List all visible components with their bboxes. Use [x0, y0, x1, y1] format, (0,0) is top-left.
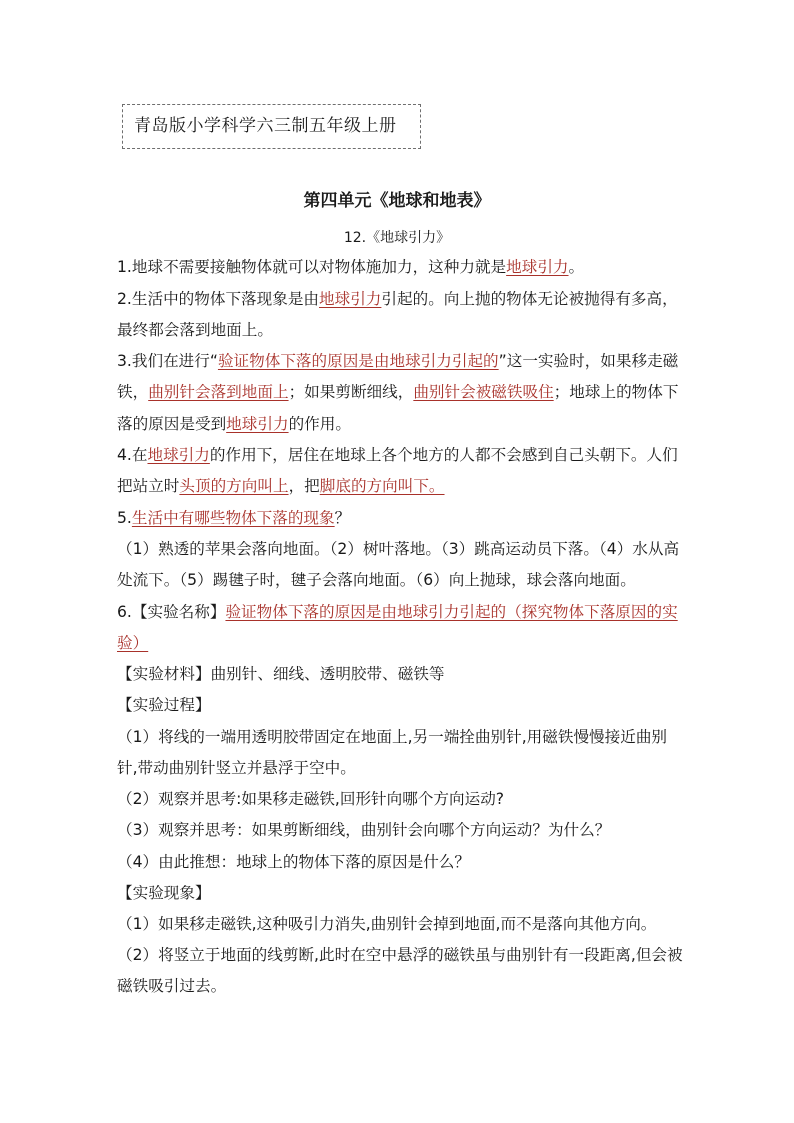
q5-end: ？ — [334, 509, 351, 527]
process-step-2: （2）观察并思考:如果移走磁铁,回形针向哪个方向运动? — [117, 790, 505, 808]
unit-title: 第四单元《地球和地表》 — [303, 191, 491, 211]
q3-answer-1: 验证物体下落的原因是由地球引力引起的 — [217, 352, 499, 370]
q3-text: 3.我们在进行“ — [117, 352, 218, 370]
question-4 — [117, 440, 683, 503]
q3-text-3: ；如果剪断细线， — [288, 383, 414, 402]
q4-text-3: ，把 — [288, 477, 320, 496]
q2-end: 引起的。向上抛的物体无论被抛得有多高，最终都会落到地面上。 — [117, 290, 678, 340]
q6-label: 6.【实验名称】 — [117, 603, 226, 621]
question-5-answer: （1）熟透的苹果会落向地面。（2）树叶落地。（3）跳高运动员下落。（4）水从高处流下。（5）踢毽子时，毽子会落向地面。（6）向上抛球，球会落向地面。 — [117, 540, 680, 590]
question-2 — [117, 284, 683, 347]
phenomenon-1: （1）如果移走磁铁,这种吸引力消失,曲别针会掉到地面,而不是落向其他方向。 — [117, 915, 657, 933]
lesson-title: 12.《地球引力》 — [343, 230, 451, 246]
q1-answer: 地球引力 — [506, 258, 569, 276]
q4-text: 4.在 — [117, 446, 148, 464]
question-5 — [117, 503, 683, 534]
q3-end: 的作用。 — [288, 414, 351, 433]
q5-number: 5. — [117, 509, 132, 527]
q3-answer-4: 地球引力 — [226, 414, 289, 433]
q4-text-2: 的作用下，居住在地球上各个地方的人都不会感到自己头朝下。人们把站立时 — [117, 446, 678, 496]
process-step-1: （1）将线的一端用透明胶带固定在地面上,另一端拴曲别针,用磁铁慢慢接近曲别针,带动曲别针竖立并悬浮于空中。 — [117, 728, 668, 778]
q2-answer: 地球引力 — [319, 290, 382, 308]
q3-text-2: ”这一实验时，如果移走磁铁， — [117, 352, 679, 402]
experiment-materials: 【实验材料】曲别针、细线、透明胶带、磁铁等 — [117, 665, 445, 683]
q3-answer-3: 曲别针会被磁铁吸住 — [413, 383, 554, 402]
q2-text: 2.生活中的物体下落现象是由 — [117, 290, 320, 308]
question-6 — [117, 597, 683, 660]
phenomenon-heading: 【实验现象】 — [117, 884, 211, 902]
question-3 — [117, 346, 683, 440]
process-step-3: （3）观察并思考：如果剪断细线，曲别针会向哪个方向运动？为什么？ — [117, 821, 611, 839]
process-heading: 【实验过程】 — [117, 696, 211, 714]
q6-experiment-name: 验证物体下落的原因是由地球引力引起的（探究物体下落原因的实验） — [117, 603, 678, 653]
q1-end: 。 — [568, 258, 585, 276]
phenomenon-2: （2）将竖立于地面的线剪断,此时在空中悬浮的磁铁虽与曲别针有一段距离,但会被磁铁吸引过去。 — [117, 946, 683, 996]
process-step-4: （4）由此推想：地球上的物体下落的原因是什么？ — [117, 853, 470, 871]
q4-answer-1: 地球引力 — [147, 446, 210, 464]
q4-answer-2: 头顶的方向叫上 — [179, 477, 289, 496]
book-title: 青岛版小学科学六三制五年级上册 — [134, 116, 397, 136]
q3-answer-2: 曲别针会落到地面上 — [148, 383, 289, 402]
book-title-box — [122, 104, 421, 149]
question-1 — [117, 252, 683, 283]
q4-answer-3: 脚底的方向叫下。 — [319, 477, 445, 496]
q1-text: 1.地球不需要接触物体就可以对物体施加力，这种力就是 — [117, 258, 507, 276]
q3-text-4: ；地球上的物体下落的原因是受到 — [117, 383, 679, 433]
q5-question: 生活中有哪些物体下落的现象 — [131, 509, 335, 527]
